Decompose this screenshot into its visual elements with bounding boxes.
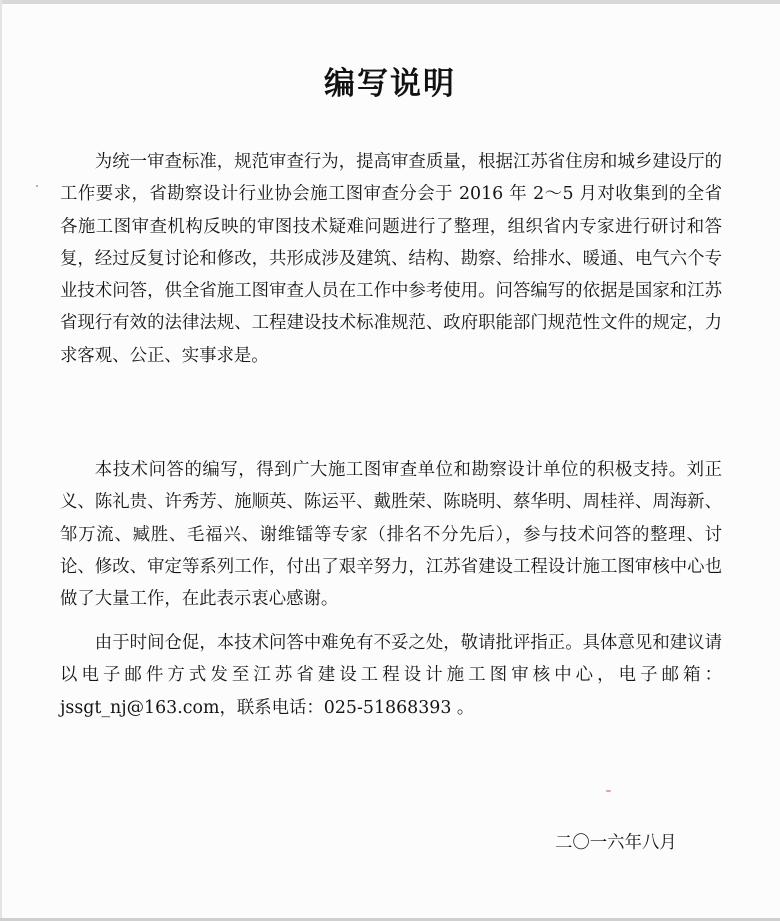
page-edge-left — [0, 0, 2, 921]
paragraph-acknowledgement: 本技术问答的编写，得到广大施工图审查单位和勘察设计单位的积极支持。刘正义、陈礼贵、许秀芳、施顺英、陈运平、戴胜荣、陈晓明、蔡华明、周桂祥、周海新、邹万流、臧胜、毛福兴、谢维镭等专家（排名不分先后），参与技术问答的整理、讨论、修改、审定等系列工作，付出了艰辛努力，江苏省建设工程设计施工图审核中心也做了大量工作，在此表示衷心感谢。 — [60, 460, 722, 610]
signature-date: 二〇一六年八月 — [555, 833, 677, 853]
scan-speck — [36, 185, 38, 187]
page-edge-top — [0, 0, 780, 4]
paragraph-feedback: 由于时间仓促，本技术问答中难免有不妥之处，敬请批评指正。具体意见和建议请以电子邮件方式发至江苏省建设工程设计施工图审核中心，电子邮箱：jssgt_nj@163.com，联系电话：025-51868393 。 — [60, 633, 722, 718]
scan-mark — [606, 790, 611, 792]
paragraph-purpose: 为统一审查标准，规范审查行为，提高审查质量，根据江苏省住房和城乡建设厅的工作要求，省勘察设计行业协会施工图审查分会于 2016 年 2～5 月对收集到的全省各施工图审查机构反映的审图技术疑难问题进行了整理，组织省内专家进行研讨和答复，经过反复讨论和修改，共形成涉及建筑、结构、勘察、给排水、暖通、电气六个专业技术问答，供全省施工图审查人员在工作中参考使用。问答编写的依据是国家和江苏省现行有效的法律法规、工程建设技术标准规范、政府职能部门规范性文件的规定，力求客观、公正、实事求是。 — [60, 152, 722, 366]
page-title: 编写说明 — [324, 66, 456, 102]
